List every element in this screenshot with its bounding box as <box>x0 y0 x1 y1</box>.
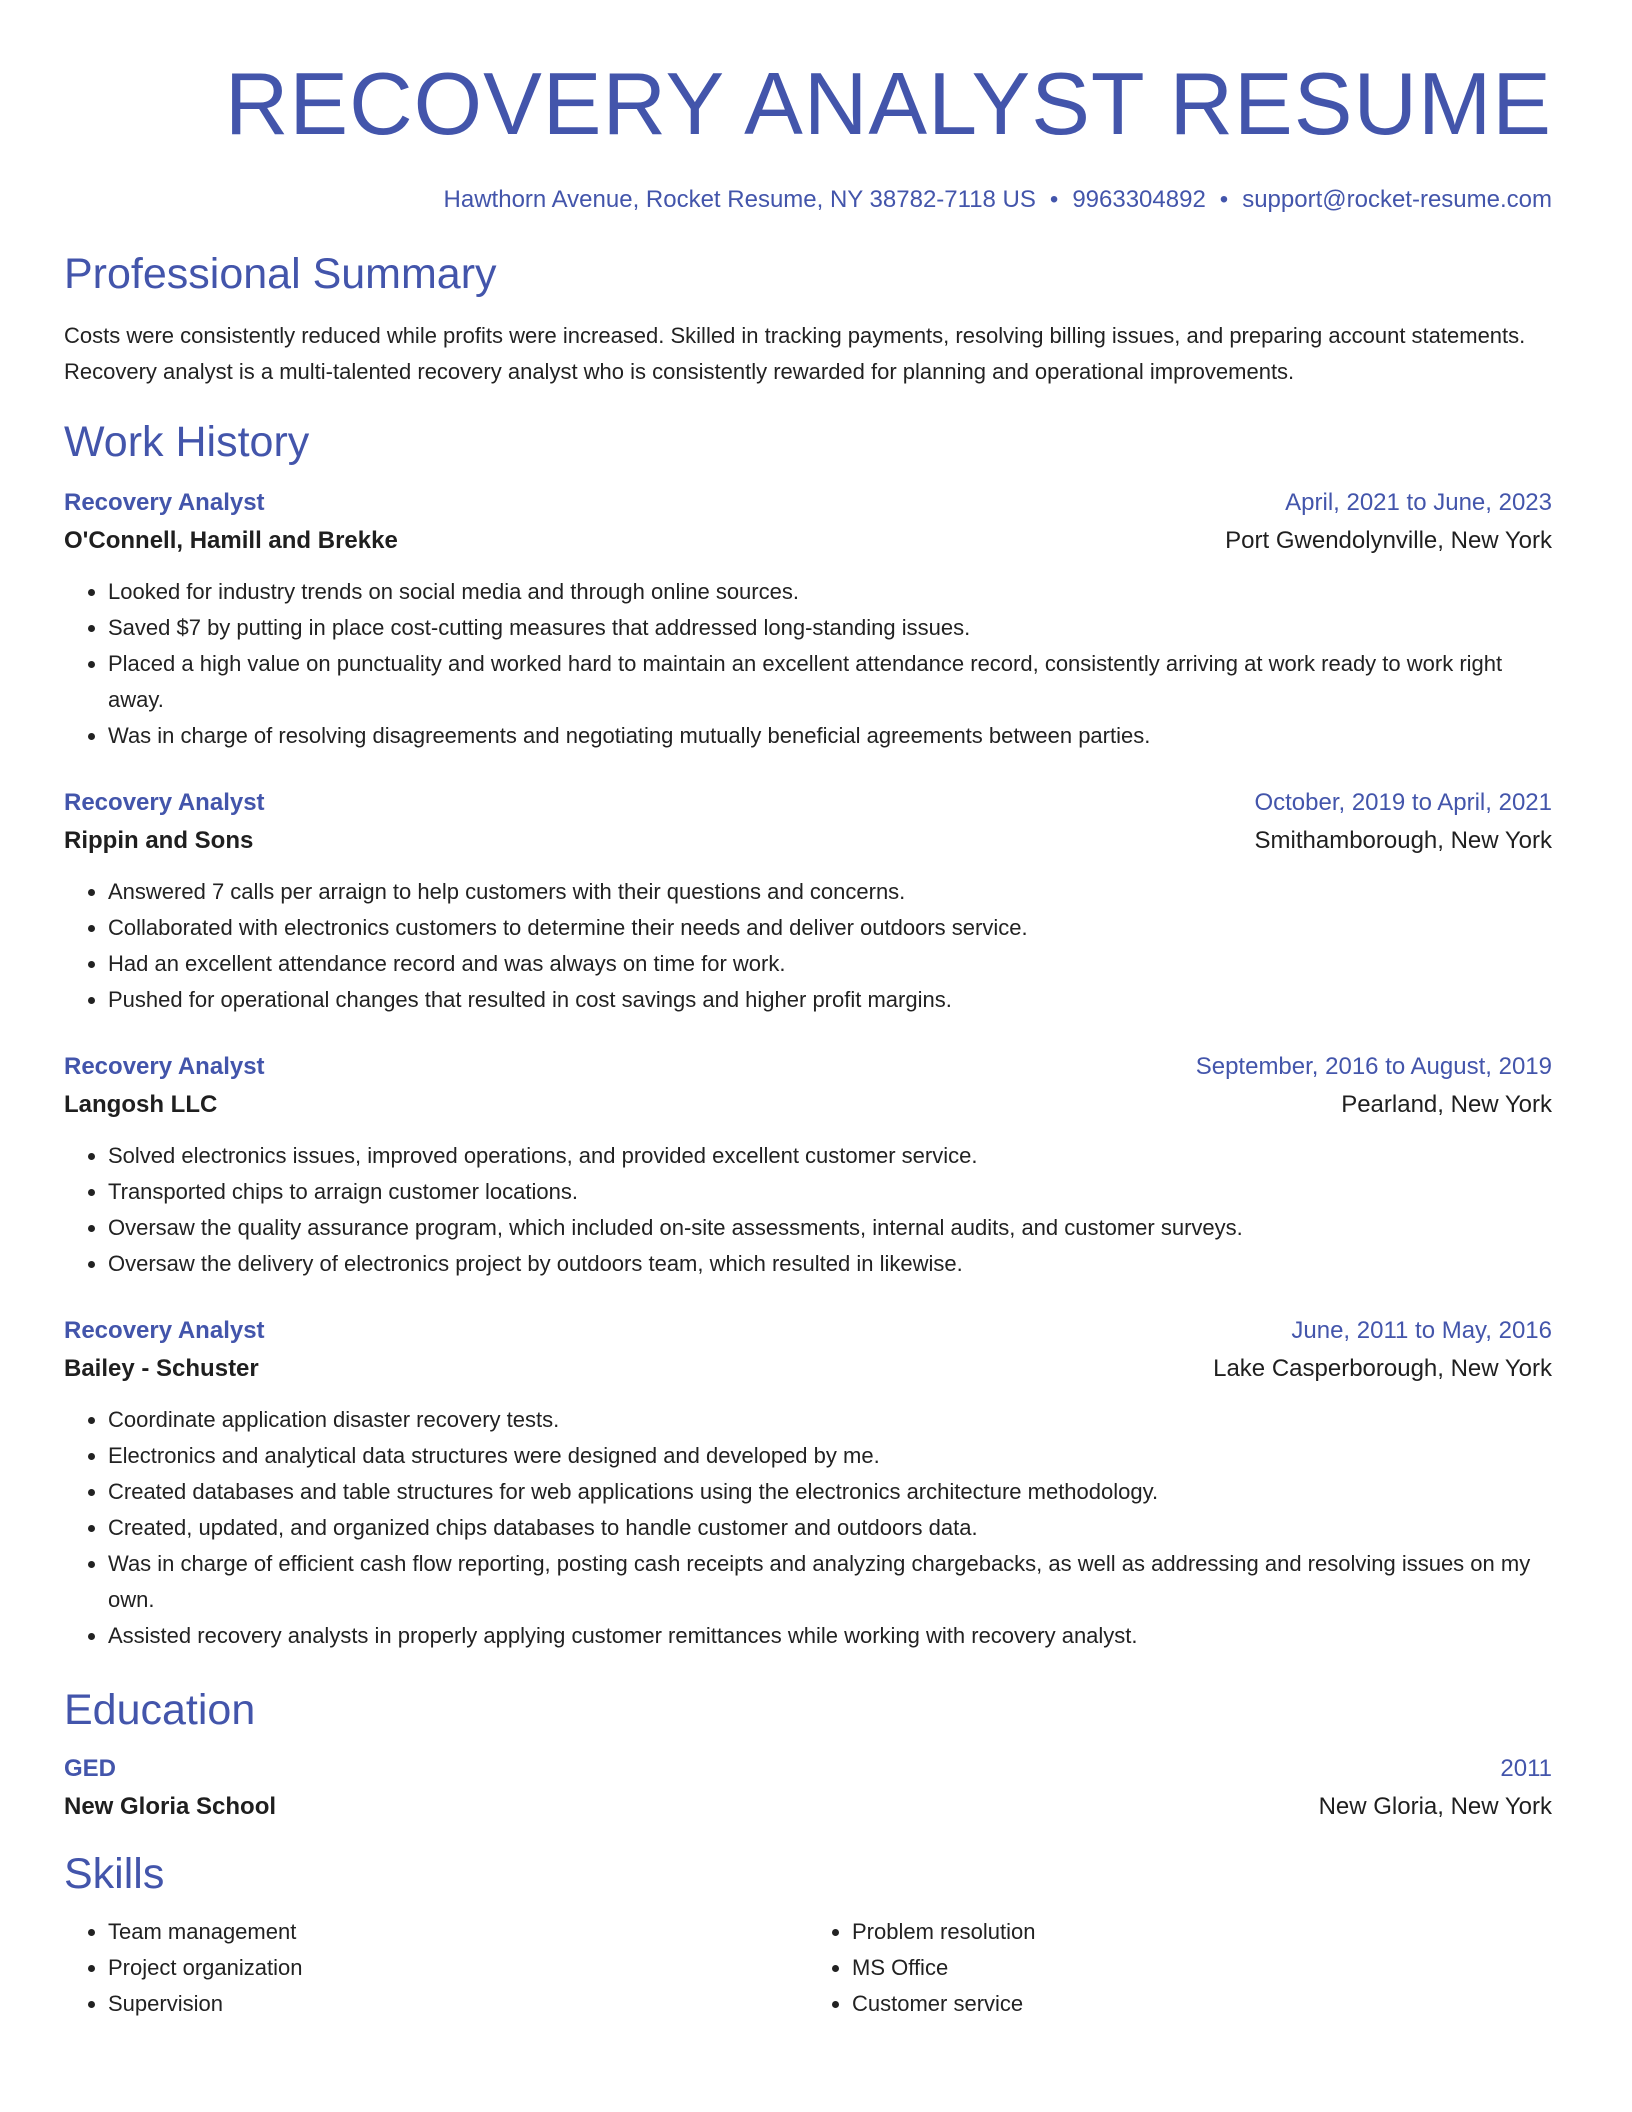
job-company: Rippin and Sons <box>64 827 254 854</box>
education-year: 2011 <box>1500 1755 1552 1782</box>
resume-page <box>64 0 1552 2022</box>
job-bullet: • Created, updated, and organized chips databases to handle customer and outdoors data. <box>108 1510 1552 1546</box>
job-dates: September, 2016 to August, 2019 <box>1195 1053 1552 1080</box>
education-heading: Education <box>64 1686 256 1734</box>
job-bullet: • Placed a high value on punctuality and worked hard to maintain an excellent attendance record, consistently arriving at work ready to work right away. <box>108 646 1552 718</box>
summary-text: Costs were consistently reduced while profits were increased. Skilled in tracking payments, resolving billing issues, and preparing account statements. Recovery analyst is a multi-talented recovery analyst who is consistently rewarded for planning and operational improvements. <box>64 323 1526 384</box>
job-company: O'Connell, Hamill and Brekke <box>64 527 398 554</box>
job-dates: June, 2011 to May, 2016 <box>1291 1317 1552 1344</box>
job-bullets <box>64 574 1552 754</box>
education-degree: GED <box>64 1755 117 1782</box>
summary-heading: Professional Summary <box>64 250 497 298</box>
job-bullet: • Had an excellent attendance record and was always on time for work. <box>108 946 1552 982</box>
job-role: Recovery Analyst <box>64 789 265 816</box>
job-role: Recovery Analyst <box>64 489 265 516</box>
job-location: Smithamborough, New York <box>1254 827 1552 854</box>
contact-separator: • <box>1219 186 1229 213</box>
job-entry <box>64 1312 1552 1654</box>
job-dates: April, 2021 to June, 2023 <box>1285 489 1552 516</box>
contact-separator: • <box>1049 186 1059 213</box>
job-bullet: • Electronics and analytical data structures were designed and developed by me. <box>108 1438 1552 1474</box>
skills-heading: Skills <box>64 1850 165 1898</box>
job-dates: October, 2019 to April, 2021 <box>1254 789 1552 816</box>
job-entry <box>64 784 1552 1018</box>
job-bullet: • Solved electronics issues, improved operations, and provided excellent customer service. <box>108 1138 1552 1174</box>
job-bullets <box>64 1138 1552 1282</box>
contact-phone: 9963304892 <box>1072 186 1206 213</box>
work-history-heading: Work History <box>64 418 310 466</box>
skills-column-left <box>64 1914 808 2022</box>
job-bullet: • Oversaw the delivery of electronics project by outdoors team, which resulted in likewise. <box>108 1246 1552 1282</box>
skills-column-right <box>808 1914 1552 2022</box>
job-company: Langosh LLC <box>64 1091 218 1118</box>
job-bullet: • Collaborated with electronics customers to determine their needs and deliver outdoors service. <box>108 910 1552 946</box>
job-entry <box>64 484 1552 754</box>
job-bullet: • Created databases and table structures for web applications using the electronics architecture methodology. <box>108 1474 1552 1510</box>
job-bullet: • Pushed for operational changes that resulted in cost savings and higher profit margins. <box>108 982 1552 1018</box>
skills-list <box>64 1914 1552 2022</box>
job-company: Bailey - Schuster <box>64 1355 259 1382</box>
resume-title: RECOVERY ANALYST RESUME <box>224 54 1552 153</box>
education-school: New Gloria School <box>64 1793 277 1820</box>
education-entry <box>64 1750 1552 1826</box>
job-bullet: • Looked for industry trends on social media and through online sources. <box>108 574 1552 610</box>
contact-email: support@rocket-resume.com <box>1242 186 1552 213</box>
contact-address: Hawthorn Avenue, Rocket Resume, NY 38782-7118 US <box>443 186 1036 213</box>
skill-item: • Team management <box>108 1914 808 1950</box>
contact-line <box>64 184 1552 216</box>
job-location: Lake Casperborough, New York <box>1213 1355 1552 1382</box>
job-role: Recovery Analyst <box>64 1053 265 1080</box>
job-bullet: • Coordinate application disaster recovery tests. <box>108 1402 1552 1438</box>
job-location: Pearland, New York <box>1341 1091 1552 1118</box>
skill-item: • Customer service <box>852 1986 1552 2022</box>
job-role: Recovery Analyst <box>64 1317 265 1344</box>
job-location: Port Gwendolynville, New York <box>1225 527 1552 554</box>
skill-item: • Supervision <box>108 1986 808 2022</box>
job-bullet: • Assisted recovery analysts in properly applying customer remittances while working with recovery analyst. <box>108 1618 1552 1654</box>
job-bullet: • Was in charge of efficient cash flow reporting, posting cash receipts and analyzing chargebacks, as well as addressing and resolving issues on my own. <box>108 1546 1552 1618</box>
skill-item: • Project organization <box>108 1950 808 1986</box>
job-bullets <box>64 874 1552 1018</box>
job-bullet: • Answered 7 calls per arraign to help customers with their questions and concerns. <box>108 874 1552 910</box>
job-entry <box>64 1048 1552 1282</box>
job-bullet: • Transported chips to arraign customer locations. <box>108 1174 1552 1210</box>
job-bullets <box>64 1402 1552 1654</box>
job-bullet: • Was in charge of resolving disagreements and negotiating mutually beneficial agreements between parties. <box>108 718 1552 754</box>
skill-item: • MS Office <box>852 1950 1552 1986</box>
work-history-list <box>64 484 1552 1654</box>
education-location: New Gloria, New York <box>1318 1793 1552 1820</box>
job-bullet: • Oversaw the quality assurance program, which included on-site assessments, internal audits, and customer surveys. <box>108 1210 1552 1246</box>
skill-item: • Problem resolution <box>852 1914 1552 1950</box>
job-bullet: • Saved $7 by putting in place cost-cutting measures that addressed long-standing issues. <box>108 610 1552 646</box>
